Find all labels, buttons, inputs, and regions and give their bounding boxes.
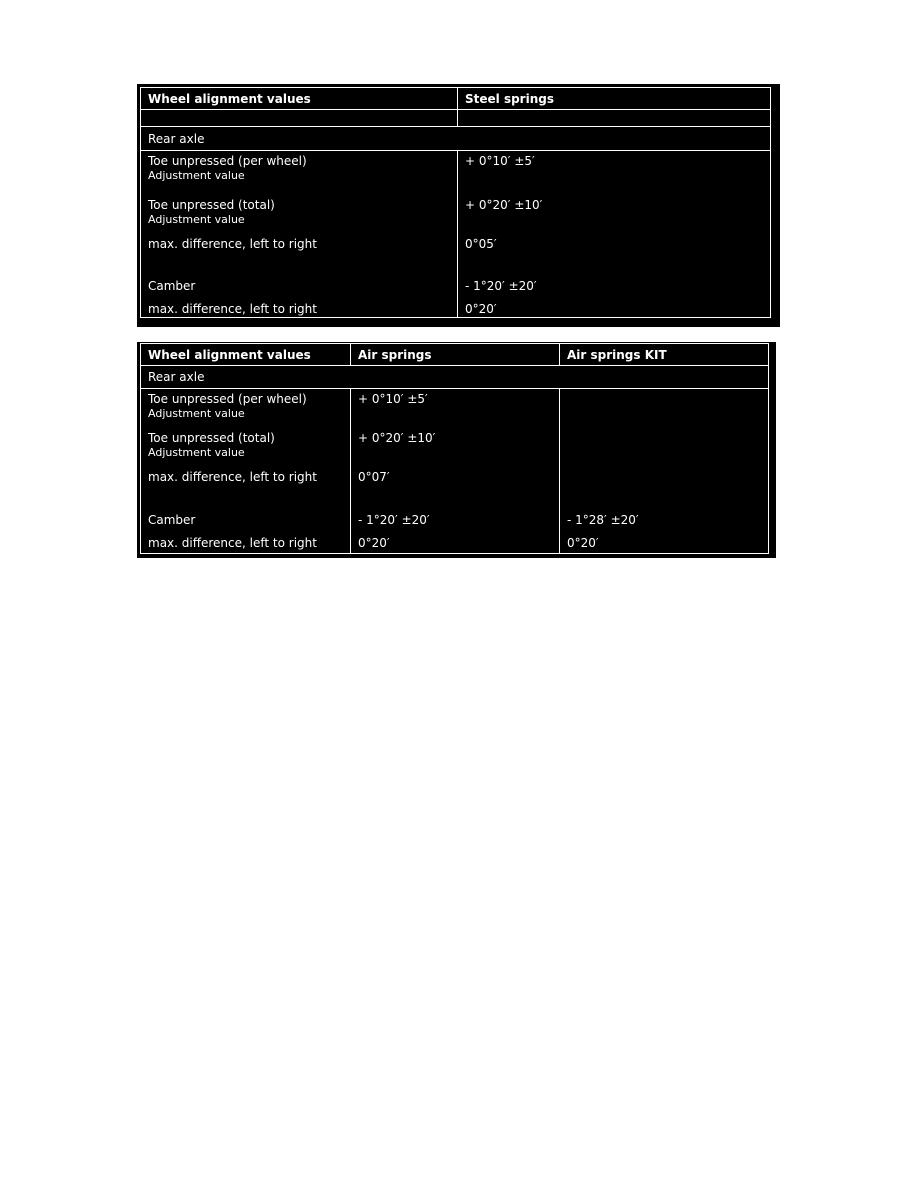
label-column	[141, 389, 351, 554]
max-diff-camber-value: 0°20′	[358, 536, 390, 550]
section-row	[141, 127, 771, 151]
max-diff-toe-block	[148, 236, 457, 278]
kit-camber-value: - 1°28′ ±20′	[567, 513, 639, 527]
max-diff-camber-label: max. difference, left to right	[148, 302, 317, 316]
section-rear-axle: Rear axle	[141, 366, 769, 389]
max-diff-toe-value: 0°05′	[465, 237, 497, 251]
max-diff-camber-block	[148, 301, 457, 317]
adjustment-value-label: Adjustment value	[148, 446, 245, 459]
toe-per-wheel-label: Toe unpressed (per wheel)	[148, 392, 307, 406]
header-wheel-alignment-values: Wheel alignment values	[141, 344, 351, 366]
toe-per-wheel-value-block	[358, 392, 559, 431]
header-air-springs-kit: Air springs KIT	[560, 344, 769, 366]
air-springs-kit-column	[560, 389, 769, 554]
max-diff-toe-block	[148, 469, 350, 512]
air-springs-table	[140, 343, 769, 554]
camber-value-block	[465, 278, 770, 301]
toe-total-block	[148, 431, 350, 469]
empty-cell	[141, 110, 458, 127]
table-header-row	[141, 344, 769, 366]
toe-total-value: + 0°20′ ±10′	[465, 198, 543, 212]
empty-row	[141, 110, 771, 127]
kit-camber-block	[567, 512, 768, 535]
max-diff-toe-label: max. difference, left to right	[148, 470, 317, 484]
max-diff-camber-block	[148, 535, 350, 551]
steel-springs-panel	[137, 84, 780, 327]
toe-per-wheel-value: + 0°10′ ±5′	[465, 154, 535, 168]
kit-toe-total-block	[567, 431, 768, 469]
kit-max-diff-camber-block	[567, 535, 768, 551]
camber-block	[148, 278, 457, 301]
toe-per-wheel-label: Toe unpressed (per wheel)	[148, 154, 307, 168]
air-springs-panel	[137, 342, 776, 558]
table-body-row	[141, 151, 771, 318]
camber-value: - 1°20′ ±20′	[358, 513, 430, 527]
max-diff-camber-label: max. difference, left to right	[148, 536, 317, 550]
toe-per-wheel-value: + 0°10′ ±5′	[358, 392, 428, 406]
steel-springs-table	[140, 87, 771, 318]
max-diff-camber-value: 0°20′	[465, 302, 497, 316]
section-row	[141, 366, 769, 389]
adjustment-value-label: Adjustment value	[148, 169, 245, 182]
section-rear-axle: Rear axle	[141, 127, 771, 151]
toe-total-label: Toe unpressed (total)	[148, 198, 275, 212]
empty-cell	[458, 110, 771, 127]
adjustment-value-label: Adjustment value	[148, 213, 245, 226]
kit-max-diff-toe-block	[567, 469, 768, 512]
camber-block	[148, 512, 350, 535]
header-wheel-alignment-values: Wheel alignment values	[141, 88, 458, 110]
max-diff-toe-label: max. difference, left to right	[148, 237, 317, 251]
label-column	[141, 151, 458, 318]
max-diff-camber-value-block	[358, 535, 559, 551]
kit-toe-per-wheel-block	[567, 392, 768, 431]
camber-value: - 1°20′ ±20′	[465, 279, 537, 293]
toe-per-wheel-value-block	[465, 154, 770, 198]
toe-per-wheel-block	[148, 392, 350, 431]
header-steel-springs: Steel springs	[458, 88, 771, 110]
kit-max-diff-camber-value: 0°20′	[567, 536, 599, 550]
camber-label: Camber	[148, 279, 196, 293]
toe-total-value-block	[465, 198, 770, 236]
max-diff-toe-value: 0°07′	[358, 470, 390, 484]
max-diff-toe-value-block	[465, 236, 770, 278]
header-air-springs: Air springs	[351, 344, 560, 366]
air-springs-column	[351, 389, 560, 554]
toe-total-label: Toe unpressed (total)	[148, 431, 275, 445]
toe-total-value-block	[358, 431, 559, 469]
value-column	[458, 151, 771, 318]
adjustment-value-label: Adjustment value	[148, 407, 245, 420]
camber-value-block	[358, 512, 559, 535]
toe-total-block	[148, 198, 457, 236]
table-header-row	[141, 88, 771, 110]
toe-total-value: + 0°20′ ±10′	[358, 431, 436, 445]
table-body-row	[141, 389, 769, 554]
max-diff-camber-value-block	[465, 301, 770, 317]
max-diff-toe-value-block	[358, 469, 559, 512]
camber-label: Camber	[148, 513, 196, 527]
toe-per-wheel-block	[148, 154, 457, 198]
